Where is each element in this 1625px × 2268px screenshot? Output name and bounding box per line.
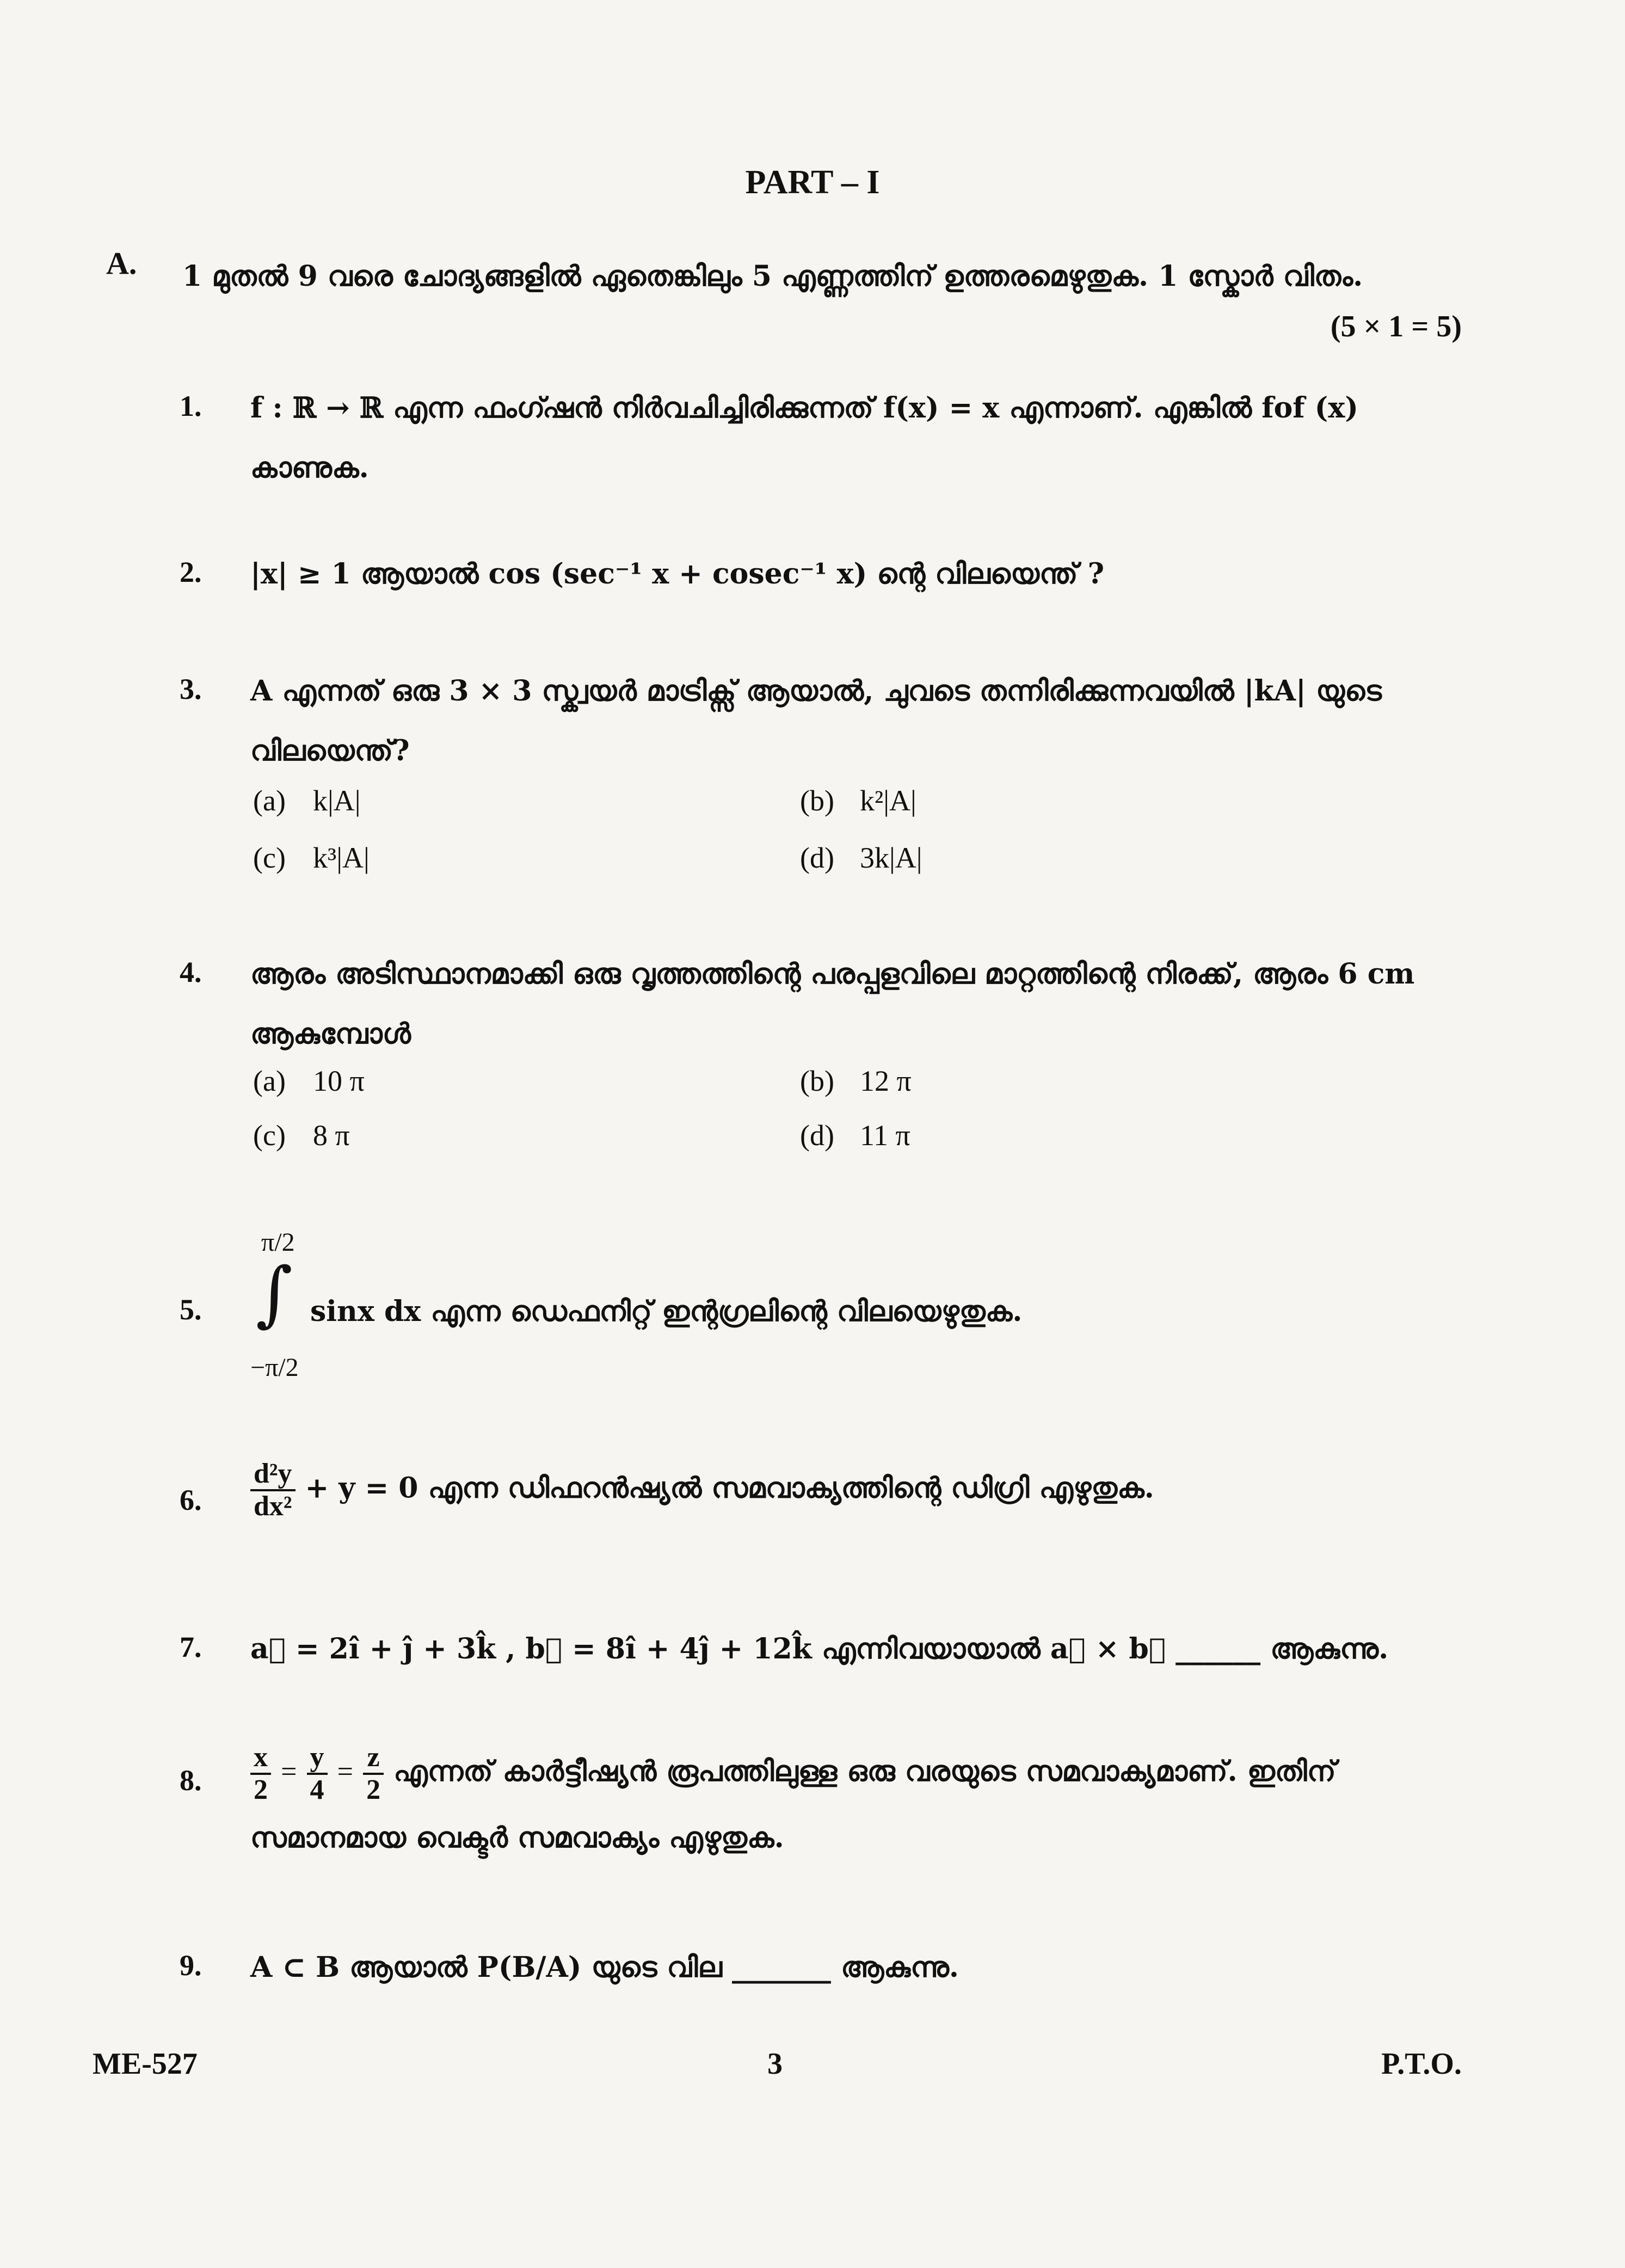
question-number: 1. — [180, 390, 202, 422]
question-text: f : ℝ → ℝ എന്ന ഫംഗ്ഷൻ നിർവചിച്ചിരിക്കുന്നത് f(x) = x എന്നാണ്. എങ്കിൽ fof (x) കാണുക. — [250, 391, 1358, 484]
question-number: 2. — [180, 556, 202, 588]
question-text: + y = 0 എന്ന ഡിഫറൻഷ്യൽ സമവാക്യത്തിന്റെ ഡിഗ്രി എഴുതുക. — [305, 1471, 1154, 1505]
integral-sign: ∫ — [256, 1252, 293, 1335]
option-text: 12 π — [860, 1065, 912, 1097]
question-8-line — [250, 1739, 1420, 1871]
question-text: a⃗ = 2î + ĵ + 3k̂ , b⃗ = 8î + 4ĵ + 12k̂ എന്നിവയായാൽ a⃗ × b⃗ ______ ആകുന്നു. — [250, 1632, 1389, 1665]
fraction-z — [363, 1742, 384, 1805]
option-b — [800, 1064, 912, 1098]
question-number: 7. — [180, 1631, 202, 1663]
question-number: 6. — [180, 1484, 202, 1516]
question-text: ആരം അടിസ്ഥാനമാക്കി ഒരു വൃത്തത്തിന്റെ പരപ്പളവിലെ മാറ്റത്തിന്റെ നിരക്ക്, ആരം 6 cm ആകുമ്പോൾ — [250, 957, 1415, 1050]
option-label: (a) — [253, 784, 286, 817]
equals-sign: = — [281, 1756, 297, 1787]
option-text: k²|A| — [860, 784, 916, 817]
option-text: 10 π — [313, 1065, 365, 1097]
option-text: 8 π — [313, 1119, 350, 1152]
option-text: k|A| — [313, 784, 361, 817]
fraction-numerator: x — [250, 1742, 271, 1775]
option-label: (c) — [253, 1119, 286, 1152]
fraction-numerator: y — [307, 1742, 328, 1775]
option-c — [253, 841, 370, 875]
question-number: 3. — [180, 673, 202, 705]
fraction-denominator: dx² — [254, 1491, 292, 1522]
option-a — [253, 784, 361, 818]
fraction-denominator: 2 — [366, 1774, 381, 1805]
fraction-numerator: z — [363, 1742, 384, 1775]
option-a — [253, 1064, 365, 1098]
option-c — [253, 1118, 350, 1152]
question-6-line — [250, 1459, 1420, 1522]
integral-lower-limit: −π/2 — [250, 1353, 299, 1382]
section-letter: A. — [106, 245, 137, 281]
fraction-numerator: d²y — [250, 1459, 296, 1491]
option-d — [800, 841, 922, 875]
option-b — [800, 784, 916, 818]
option-label: (c) — [253, 841, 286, 874]
fraction-y — [307, 1742, 328, 1805]
section-marks: (5 × 1 = 5) — [1330, 310, 1462, 343]
part-title: PART – I — [745, 164, 880, 201]
question-text: A ⊂ B ആയാൽ P(B/A) യുടെ വില _______ ആകുന്നു. — [250, 1951, 959, 1984]
question-number: 8. — [180, 1764, 202, 1797]
question-text: |x| ≥ 1 ആയാൽ cos (sec⁻¹ x + cosec⁻¹ x) ന്റെ വിലയെന്ത് ? — [250, 557, 1105, 591]
option-text: 3k|A| — [860, 841, 922, 874]
option-label: (a) — [253, 1065, 286, 1097]
integral-upper-limit: π/2 — [261, 1228, 295, 1257]
question-text: എന്നത് കാർട്ടീഷ്യൻ രൂപത്തിലുള്ള ഒരു വരയുടെ സമവാക്യമാണ്. ഇതിന് സമാനമായ വെക്ടർ സമവാക്യം എഴുതുക. — [250, 1755, 1336, 1854]
fraction — [250, 1459, 296, 1522]
option-text: 11 π — [860, 1119, 910, 1152]
fraction-denominator: 4 — [310, 1774, 324, 1805]
option-d — [800, 1118, 910, 1152]
option-label: (b) — [800, 784, 834, 817]
section-instruction: 1 മുതൽ 9 വരെ ചോദ്യങ്ങളിൽ ഏതെങ്കിലും 5 എണ്ണത്തിന് ഉത്തരമെഴുതുക. 1 സ്കോർ വിതം. — [182, 260, 1363, 293]
option-text: k³|A| — [313, 841, 370, 874]
option-label: (d) — [800, 1119, 834, 1152]
fraction-x — [250, 1742, 271, 1805]
page-number: 3 — [767, 2047, 783, 2081]
question-number: 4. — [180, 956, 202, 988]
equals-sign: = — [337, 1756, 353, 1787]
pto-label: P.T.O. — [1381, 2047, 1462, 2081]
fraction-denominator: 2 — [254, 1774, 268, 1805]
question-text: A എന്നത് ഒരു 3 × 3 സ്ക്വയർ മാട്രിക്സ് ആയാൽ, ചുവടെ തന്നിരിക്കുന്നവയിൽ |kA| യുടെ വിലയെന്ത്? — [250, 674, 1382, 767]
question-number: 5. — [180, 1293, 202, 1326]
option-label: (b) — [800, 1065, 834, 1097]
question-text: sinx dx എന്ന ഡെഫനിറ്റ് ഇന്റഗ്രലിന്റെ വിലയെഴുതുക. — [310, 1295, 1023, 1328]
option-label: (d) — [800, 841, 834, 874]
question-number: 9. — [180, 1949, 202, 1982]
paper-code: ME-527 — [93, 2047, 198, 2081]
